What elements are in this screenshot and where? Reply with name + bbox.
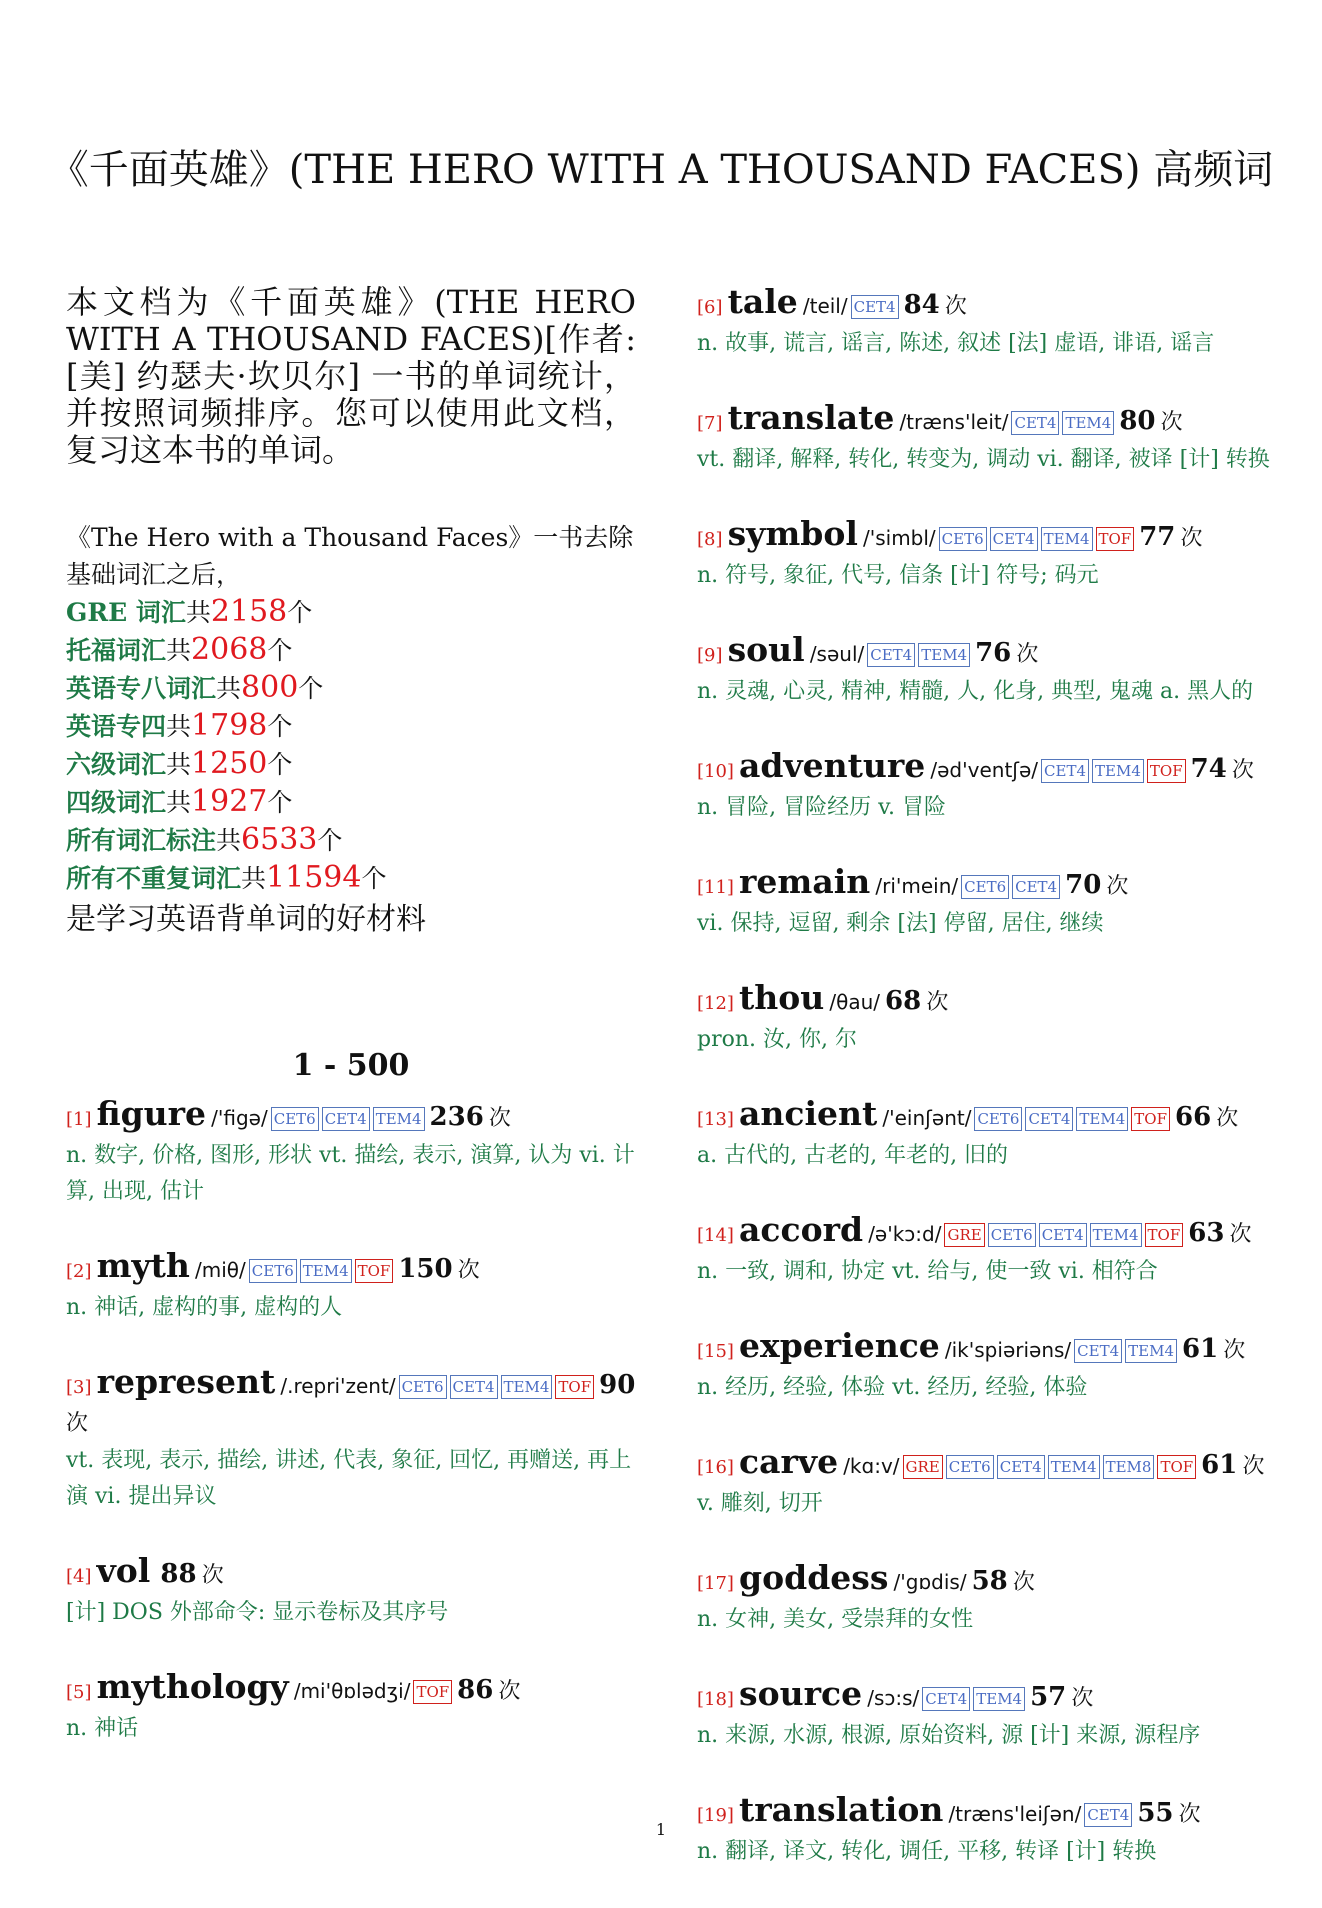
headword: translation bbox=[739, 1790, 944, 1829]
entry-headline bbox=[697, 1560, 1277, 1602]
word-entry bbox=[697, 864, 1277, 942]
entry-headline bbox=[697, 748, 1277, 790]
headword: translate bbox=[727, 398, 895, 437]
frequency-count: 61 bbox=[1182, 1334, 1219, 1364]
right-column bbox=[697, 284, 1277, 1908]
word-entry bbox=[697, 980, 1277, 1058]
word-entry bbox=[697, 748, 1277, 826]
frequency-count: 80 bbox=[1119, 406, 1156, 436]
exam-tag: TOF bbox=[1145, 1223, 1184, 1247]
stat-line bbox=[66, 669, 636, 707]
stat-unit: 个 bbox=[298, 674, 324, 703]
exam-tag: CET4 bbox=[922, 1687, 970, 1711]
entry-headline bbox=[697, 1096, 1277, 1138]
entry-headline bbox=[697, 864, 1277, 906]
stat-count: 1798 bbox=[191, 708, 268, 743]
times-label: 次 bbox=[944, 294, 967, 319]
rank-label: [10] bbox=[697, 761, 734, 782]
exam-tag: CET6 bbox=[988, 1223, 1036, 1247]
times-label: 次 bbox=[1160, 410, 1183, 435]
exam-tag: TEM4 bbox=[373, 1107, 425, 1131]
stats-intro: 《The Hero with a Thousand Faces》一书去除基础词汇之后， bbox=[66, 523, 634, 589]
definition: pron. 汝, 你, 尔 bbox=[697, 1027, 857, 1052]
entry-headline bbox=[66, 1364, 636, 1443]
entry-headline bbox=[697, 1212, 1277, 1254]
phonetic: /miθ/ bbox=[195, 1258, 246, 1282]
headword: vol bbox=[96, 1551, 151, 1590]
headword: experience bbox=[739, 1326, 940, 1365]
exam-tag: CET6 bbox=[961, 875, 1009, 899]
right-entry-list bbox=[697, 284, 1277, 1870]
stat-line bbox=[66, 859, 636, 897]
phonetic: /.repri'zent/ bbox=[280, 1374, 396, 1398]
exam-tag: TEM4 bbox=[1076, 1107, 1128, 1131]
rank-label: [19] bbox=[697, 1805, 734, 1826]
headword: accord bbox=[739, 1210, 864, 1249]
frequency-count: 61 bbox=[1201, 1450, 1238, 1480]
exam-tag: CET6 bbox=[399, 1375, 447, 1399]
times-label: 次 bbox=[1231, 758, 1254, 783]
times-label: 次 bbox=[1229, 1222, 1252, 1247]
exam-tag: TEM4 bbox=[1062, 411, 1114, 435]
entry-headline bbox=[697, 1444, 1277, 1486]
exam-tag: CET4 bbox=[450, 1375, 498, 1399]
stats-closing: 是学习英语背单词的好材料 bbox=[66, 902, 426, 937]
stats-list bbox=[66, 593, 636, 897]
headword: carve bbox=[739, 1442, 839, 1481]
stat-line bbox=[66, 745, 636, 783]
definition: n. 神话, 虚构的事, 虚构的人 bbox=[66, 1295, 343, 1320]
phonetic: /ik'spiəriəns/ bbox=[944, 1338, 1072, 1362]
headword: myth bbox=[96, 1246, 190, 1285]
rank-label: [7] bbox=[697, 413, 723, 434]
times-label: 次 bbox=[926, 990, 949, 1015]
definition: n. 经历, 经验, 体验 vt. 经历, 经验, 体验 bbox=[697, 1375, 1088, 1400]
rank-label: [3] bbox=[66, 1377, 92, 1398]
word-entry bbox=[697, 1560, 1277, 1638]
times-label: 次 bbox=[1016, 642, 1039, 667]
phonetic: /səul/ bbox=[809, 642, 865, 666]
phonetic: /əd'ventʃə/ bbox=[930, 758, 1039, 782]
exam-tag: CET4 bbox=[990, 527, 1038, 551]
page-number: 1 bbox=[655, 1820, 667, 1839]
left-column bbox=[66, 284, 636, 1785]
stat-label: 英语专四 bbox=[66, 712, 167, 741]
rank-label: [6] bbox=[697, 297, 723, 318]
stats-block bbox=[66, 519, 636, 938]
range-heading: 1 - 500 bbox=[292, 1048, 410, 1083]
times-label: 次 bbox=[1180, 526, 1203, 551]
word-entry bbox=[697, 1328, 1277, 1406]
headword: remain bbox=[739, 862, 871, 901]
exam-tag: CET4 bbox=[1084, 1803, 1132, 1827]
stat-mid: 共 bbox=[241, 864, 267, 893]
exam-tag: CET4 bbox=[997, 1455, 1045, 1479]
definition: v. 雕刻, 切开 bbox=[697, 1491, 823, 1516]
stat-mid: 共 bbox=[166, 636, 192, 665]
entry-headline bbox=[66, 1669, 636, 1711]
rank-label: [13] bbox=[697, 1109, 734, 1130]
definition: n. 数字, 价格, 图形, 形状 vt. 描绘, 表示, 演算, 认为 vi. 计算, 出现, 估计 bbox=[66, 1143, 635, 1204]
exam-tag: CET4 bbox=[867, 643, 915, 667]
frequency-count: 66 bbox=[1175, 1102, 1212, 1132]
headword: mythology bbox=[96, 1667, 289, 1706]
exam-tag: CET4 bbox=[1074, 1339, 1122, 1363]
phonetic: /'gɒdis/ bbox=[893, 1570, 967, 1594]
word-entry bbox=[66, 1364, 636, 1515]
frequency-count: 57 bbox=[1030, 1682, 1067, 1712]
stat-unit: 个 bbox=[317, 826, 343, 855]
frequency-count: 76 bbox=[975, 638, 1012, 668]
phonetic: /kɑ:v/ bbox=[843, 1454, 900, 1478]
times-label: 次 bbox=[1012, 1570, 1035, 1595]
stat-line bbox=[66, 821, 636, 859]
stat-count: 800 bbox=[241, 670, 299, 705]
frequency-count: 55 bbox=[1137, 1798, 1174, 1828]
word-entry bbox=[697, 1444, 1277, 1522]
definition: a. 古代的, 古老的, 年老的, 旧的 bbox=[697, 1143, 1009, 1168]
word-entry bbox=[66, 1669, 636, 1747]
word-entry bbox=[66, 1096, 636, 1210]
exam-tag: CET4 bbox=[322, 1107, 370, 1131]
times-label: 次 bbox=[1106, 874, 1129, 899]
headword: ancient bbox=[739, 1094, 878, 1133]
entry-headline bbox=[66, 1553, 636, 1595]
stat-unit: 个 bbox=[267, 712, 293, 741]
frequency-count: 63 bbox=[1188, 1218, 1225, 1248]
frequency-count: 90 bbox=[599, 1370, 636, 1400]
headword: adventure bbox=[739, 746, 926, 785]
word-entry bbox=[697, 400, 1277, 478]
exam-tag: TEM4 bbox=[973, 1687, 1025, 1711]
times-label: 次 bbox=[66, 1411, 89, 1436]
stat-label: 所有词汇标注 bbox=[66, 826, 217, 855]
exam-tag: TEM4 bbox=[501, 1375, 553, 1399]
frequency-count: 77 bbox=[1139, 522, 1176, 552]
stat-line bbox=[66, 593, 636, 631]
exam-tag: CET6 bbox=[271, 1107, 319, 1131]
stat-mid: 共 bbox=[166, 788, 192, 817]
exam-tag: CET4 bbox=[1025, 1107, 1073, 1131]
exam-tag: CET4 bbox=[1039, 1223, 1087, 1247]
left-entry-list bbox=[66, 1096, 636, 1747]
entry-headline bbox=[66, 1096, 636, 1138]
word-entry bbox=[66, 1553, 636, 1631]
stat-mid: 共 bbox=[216, 674, 242, 703]
entry-headline bbox=[697, 1328, 1277, 1370]
definition: n. 来源, 水源, 根源, 原始资料, 源 [计] 来源, 源程序 bbox=[697, 1723, 1201, 1748]
stat-count: 6533 bbox=[241, 822, 318, 857]
frequency-count: 58 bbox=[971, 1566, 1008, 1596]
page-title: 《千面英雄》(THE HERO WITH A THOUSAND FACES) 高频词 bbox=[48, 147, 1274, 193]
phonetic: /træns'leiʃən/ bbox=[948, 1802, 1082, 1826]
headword: soul bbox=[727, 630, 805, 669]
rank-label: [5] bbox=[66, 1682, 92, 1703]
phonetic: /ri'mein/ bbox=[875, 874, 959, 898]
exam-tag: TOF bbox=[555, 1375, 594, 1399]
stat-label: 四级词汇 bbox=[66, 788, 167, 817]
stat-mid: 共 bbox=[166, 712, 192, 741]
word-entry bbox=[697, 516, 1277, 594]
exam-tag: TOF bbox=[355, 1259, 394, 1283]
stat-mid: 共 bbox=[166, 750, 192, 779]
entry-headline bbox=[66, 1248, 636, 1290]
times-label: 次 bbox=[498, 1679, 521, 1704]
definition: [计] DOS 外部命令: 显示卷标及其序号 bbox=[66, 1600, 449, 1625]
rank-label: [1] bbox=[66, 1109, 92, 1130]
phonetic: /'figə/ bbox=[211, 1106, 268, 1130]
word-entry bbox=[697, 1676, 1277, 1754]
frequency-count: 86 bbox=[457, 1675, 494, 1705]
headword: symbol bbox=[727, 514, 858, 553]
headword: goddess bbox=[739, 1558, 889, 1597]
phonetic: /teil/ bbox=[802, 294, 848, 318]
exam-tag: CET4 bbox=[1041, 759, 1089, 783]
exam-tag: TOF bbox=[1096, 527, 1135, 551]
exam-tag: GRE bbox=[944, 1223, 984, 1247]
times-label: 次 bbox=[1242, 1454, 1265, 1479]
phonetic: /'einʃənt/ bbox=[882, 1106, 972, 1130]
exam-tag: CET4 bbox=[1011, 411, 1059, 435]
exam-tag: CET6 bbox=[939, 527, 987, 551]
exam-tag: TEM4 bbox=[1092, 759, 1144, 783]
exam-tag: CET4 bbox=[851, 295, 899, 319]
exam-tag: CET6 bbox=[249, 1259, 297, 1283]
exam-tag: TOF bbox=[413, 1680, 452, 1704]
stat-label: 所有不重复词汇 bbox=[66, 864, 242, 893]
exam-tag: TOF bbox=[1131, 1107, 1170, 1131]
headword: figure bbox=[96, 1094, 207, 1133]
stat-unit: 个 bbox=[267, 750, 293, 779]
phonetic: /θau/ bbox=[829, 990, 881, 1014]
entry-headline bbox=[697, 284, 1277, 326]
exam-tag: TEM4 bbox=[300, 1259, 352, 1283]
rank-label: [18] bbox=[697, 1689, 734, 1710]
rank-label: [16] bbox=[697, 1457, 734, 1478]
frequency-count: 70 bbox=[1065, 870, 1102, 900]
stat-mid: 共 bbox=[216, 826, 242, 855]
exam-tag: CET6 bbox=[946, 1455, 994, 1479]
frequency-count: 236 bbox=[429, 1102, 484, 1132]
stat-unit: 个 bbox=[267, 788, 293, 817]
times-label: 次 bbox=[1223, 1338, 1246, 1363]
times-label: 次 bbox=[457, 1258, 480, 1283]
definition: n. 冒险, 冒险经历 v. 冒险 bbox=[697, 795, 946, 820]
entry-headline bbox=[697, 516, 1277, 558]
definition: n. 一致, 调和, 协定 vt. 给与, 使一致 vi. 相符合 bbox=[697, 1259, 1158, 1284]
stat-label: 六级词汇 bbox=[66, 750, 167, 779]
exam-tag: TEM4 bbox=[918, 643, 970, 667]
word-entry bbox=[697, 632, 1277, 710]
rank-label: [4] bbox=[66, 1566, 92, 1587]
headword: source bbox=[739, 1674, 863, 1713]
stat-unit: 个 bbox=[361, 864, 387, 893]
stat-count: 1250 bbox=[191, 746, 268, 781]
exam-tag: TEM4 bbox=[1048, 1455, 1100, 1479]
frequency-count: 88 bbox=[160, 1559, 197, 1589]
rank-label: [12] bbox=[697, 993, 734, 1014]
exam-tag: TEM4 bbox=[1041, 527, 1093, 551]
times-label: 次 bbox=[201, 1563, 224, 1588]
entry-headline bbox=[697, 632, 1277, 674]
exam-tag: CET6 bbox=[974, 1107, 1022, 1131]
frequency-count: 84 bbox=[903, 290, 940, 320]
entry-headline bbox=[697, 980, 1277, 1022]
definition: n. 神话 bbox=[66, 1716, 139, 1741]
times-label: 次 bbox=[1071, 1686, 1094, 1711]
headword: tale bbox=[727, 282, 798, 321]
stat-label: 托福词汇 bbox=[66, 636, 167, 665]
phonetic: /sɔ:s/ bbox=[867, 1686, 920, 1710]
word-entry bbox=[697, 284, 1277, 362]
rank-label: [11] bbox=[697, 877, 734, 898]
stat-count: 2068 bbox=[191, 632, 268, 667]
exam-tag: TEM4 bbox=[1125, 1339, 1177, 1363]
rank-label: [2] bbox=[66, 1261, 92, 1282]
phonetic: /'simbl/ bbox=[862, 526, 936, 550]
stat-count: 11594 bbox=[266, 860, 362, 895]
stat-unit: 个 bbox=[287, 598, 313, 627]
stat-line bbox=[66, 631, 636, 669]
entry-headline bbox=[697, 400, 1277, 442]
exam-tag: TEM8 bbox=[1103, 1455, 1155, 1479]
frequency-count: 74 bbox=[1190, 754, 1227, 784]
definition: n. 符号, 象征, 代号, 信条 [计] 符号; 码元 bbox=[697, 563, 1099, 588]
rank-label: [8] bbox=[697, 529, 723, 550]
stat-line bbox=[66, 707, 636, 745]
definition: n. 故事, 谎言, 谣言, 陈述, 叙述 [法] 虚语, 诽语, 谣言 bbox=[697, 331, 1215, 356]
phonetic: /mi'θɒlədʒi/ bbox=[293, 1679, 411, 1703]
stat-count: 2158 bbox=[210, 594, 288, 629]
rank-label: [15] bbox=[697, 1341, 734, 1362]
definition: vt. 翻译, 解释, 转化, 转变为, 调动 vi. 翻译, 被译 [计] 转换 bbox=[697, 447, 1270, 472]
exam-tag: TEM4 bbox=[1090, 1223, 1142, 1247]
definition: n. 翻译, 译文, 转化, 调任, 平移, 转译 [计] 转换 bbox=[697, 1839, 1157, 1864]
times-label: 次 bbox=[1216, 1106, 1239, 1131]
frequency-count: 150 bbox=[398, 1254, 453, 1284]
rank-label: [9] bbox=[697, 645, 723, 666]
exam-tag: GRE bbox=[903, 1455, 943, 1479]
entry-headline bbox=[697, 1676, 1277, 1718]
word-entry bbox=[697, 1212, 1277, 1290]
word-entry bbox=[697, 1096, 1277, 1174]
rank-label: [14] bbox=[697, 1225, 734, 1246]
word-entry bbox=[66, 1248, 636, 1326]
stat-label: 英语专八词汇 bbox=[66, 674, 217, 703]
exam-tag: TOF bbox=[1157, 1455, 1196, 1479]
stat-count: 1927 bbox=[191, 784, 268, 819]
definition: vi. 保持, 逗留, 剩余 [法] 停留, 居住, 继续 bbox=[697, 911, 1104, 936]
rank-label: [17] bbox=[697, 1573, 734, 1594]
stat-label: GRE 词汇 bbox=[66, 598, 186, 627]
times-label: 次 bbox=[1178, 1802, 1201, 1827]
definition: n. 女神, 美女, 受崇拜的女性 bbox=[697, 1607, 974, 1632]
exam-tag: CET4 bbox=[1012, 875, 1060, 899]
stat-unit: 个 bbox=[267, 636, 293, 665]
headword: represent bbox=[96, 1362, 276, 1401]
definition: vt. 表现, 表示, 描绘, 讲述, 代表, 象征, 回忆, 再赠送, 再上演 vi. 提出异议 bbox=[66, 1448, 632, 1509]
definition: n. 灵魂, 心灵, 精神, 精髓, 人, 化身, 典型, 鬼魂 a. 黑人的 bbox=[697, 679, 1254, 704]
stat-mid: 共 bbox=[185, 598, 211, 627]
intro-paragraph: 本文档为《千面英雄》(THE HERO WITH A THOUSAND FACES)[作者: [美] 约瑟夫·坎贝尔] 一书的单词统计，并按照词频排序。您可以使用此文档，复习这本书的单词。 bbox=[66, 283, 636, 469]
times-label: 次 bbox=[488, 1106, 511, 1131]
stat-line bbox=[66, 783, 636, 821]
phonetic: /træns'leit/ bbox=[899, 410, 1009, 434]
frequency-count: 68 bbox=[885, 986, 922, 1016]
phonetic: /ə'kɔ:d/ bbox=[868, 1222, 942, 1246]
exam-tag: TOF bbox=[1147, 759, 1186, 783]
headword: thou bbox=[739, 978, 825, 1017]
